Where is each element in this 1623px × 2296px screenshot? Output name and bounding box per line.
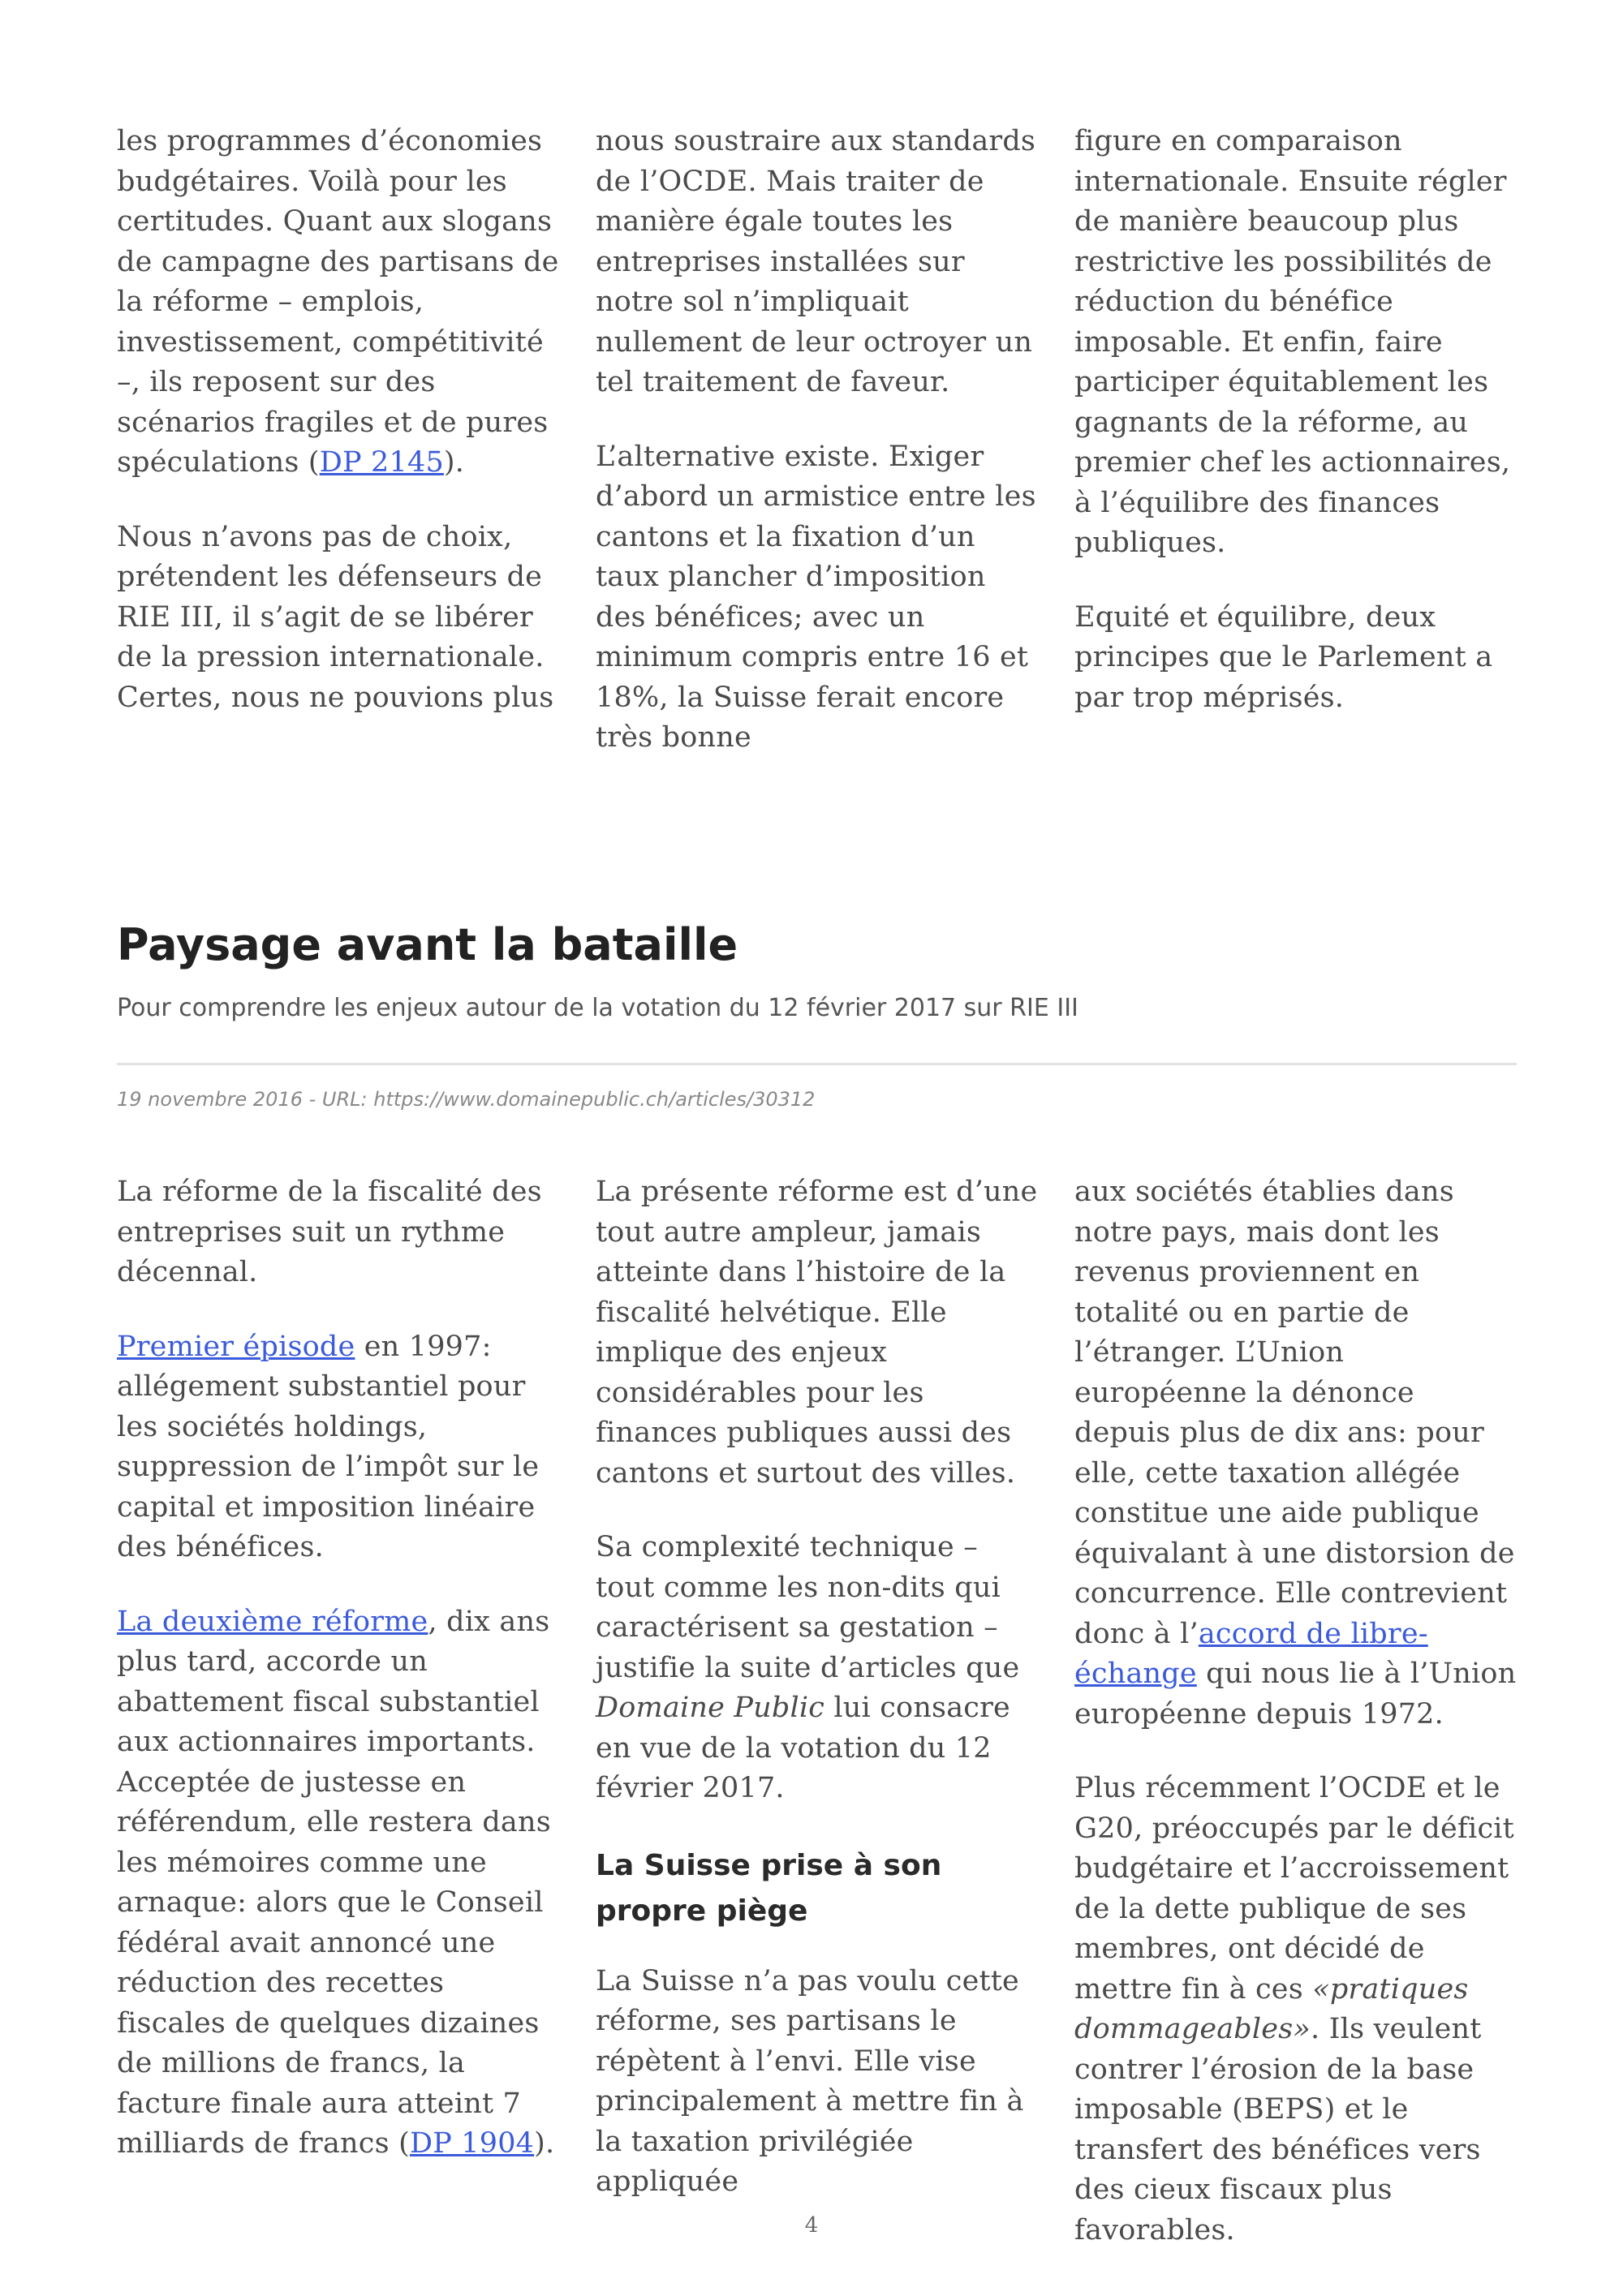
- column-1: [117, 1172, 559, 2251]
- paragraph: figure en comparaison internationale. Ensuite régler de manière beaucoup plus restrictive les possibilités de réduction du bénéfice imposable. Et enfin, faire participer équitablement les gagnants de la réforme, au premier chef les actionnaires, à l’équilibre des finances publiques.: [1074, 125, 1511, 559]
- paragraph: Plus récemment l’OCDE et le G20, préoccupés par le déficit budgétaire et l’accroissement de la dette publique de ses membres, ont décidé de mettre fin à ces «pratiques dommageables». Ils veulent contrer l’érosion de la base imposable (BEPS) et le transfert des bénéfices vers des cieux fiscaux plus favorables.: [1074, 1772, 1514, 2247]
- article-columns: [117, 1172, 1517, 2251]
- article-meta: 19 novembre 2016 - URL: https://www.domainepublic.ch/articles/30312: [117, 1088, 816, 1111]
- paragraph: Premier épisode en 1997: allégement substantiel pour les sociétés holdings, suppression de l’impôt sur le capital et imposition linéaire des bénéfices.: [117, 1330, 540, 1563]
- article-subtitle: Pour comprendre les enjeux autour de la votation du 12 février 2017 sur RIE III: [117, 994, 1078, 1022]
- paragraph: Equité et équilibre, deux principes que le Parlement a par trop méprisés.: [1074, 600, 1493, 714]
- link-deuxieme-reforme[interactable]: La deuxième réforme: [117, 1605, 428, 1638]
- paragraph: La présente réforme est d’une tout autre ampleur, jamais atteinte dans l’histoire de la fiscalité helvétique. Elle implique des enjeux considérables pour les finances publiques aussi des cantons et surtout des villes.: [596, 1176, 1038, 1490]
- paragraph: La Suisse n’a pas voulu cette réforme, ses partisans le répètent à l’envi. Elle vise principalement à mettre fin à la taxation privilégiée appliquée: [596, 1964, 1024, 2198]
- column-2: [596, 1172, 1038, 2251]
- paragraph: Nous n’avons pas de choix, prétendent les défenseurs de RIE III, il s’agit de se libérer de la pression internationale. Certes, nous ne pouvions plus: [117, 520, 554, 714]
- quote: «pratiques dommageables»: [1074, 1972, 1469, 2045]
- previous-article-columns: [117, 122, 1517, 759]
- column-3: [1074, 122, 1517, 759]
- article-title: Paysage avant la bataille: [117, 919, 738, 970]
- link-dp-2145[interactable]: DP 2145: [319, 446, 444, 479]
- publication-name: Domaine Public: [596, 1692, 825, 1724]
- paragraph: Sa complexité technique – tout comme les non-dits qui caractérisent sa gestation – justifie la suite d’articles que Domaine Public lui consacre en vue de la votation du 12 février 2017.: [596, 1531, 1020, 1804]
- column-1: [117, 122, 559, 759]
- paragraph: nous soustraire aux standards de l’OCDE. Mais traiter de manière égale toutes les entreprises installées sur notre sol n’impliquait nullement de leur octroyer un tel traitement de faveur.: [596, 125, 1036, 398]
- paragraph: L’alternative existe. Exiger d’abord un armistice entre les cantons et la fixation d’un taux plancher d’imposition des bénéfices; avec un minimum compris entre 16 et 18%, la Suisse ferait encore très bonne: [596, 440, 1036, 754]
- paragraph: La réforme de la fiscalité des entreprises suit un rythme décennal.: [117, 1176, 542, 1288]
- section-heading: La Suisse prise à son propre piège: [596, 1848, 942, 1928]
- header-divider: [117, 1063, 1517, 1065]
- column-2: [596, 122, 1038, 759]
- column-3: [1074, 1172, 1517, 2251]
- page-number: 4: [804, 2213, 819, 2238]
- link-accord-libre-echange[interactable]: accord de libre-échange: [1074, 1617, 1428, 1690]
- paragraph: les programmes d’économies budgétaires. Voilà pour les certitudes. Quant aux slogans de campagne des partisans de la réforme – emplois, investissement, compétitivité –, ils reposent sur des scénarios fragiles et de pures spéculations (DP 2145).: [117, 125, 559, 479]
- paragraph: La deuxième réforme, dix ans plus tard, accorde un abattement fiscal substantiel aux actionnaires importants. Acceptée de justesse en référendum, elle restera dans les mémoires comme une arnaque: alors que le Conseil fédéral avait annoncé une réduction des recettes fiscales de quelques dizaines de millions de francs, la facture finale aura atteint 7 milliards de francs (DP 1904).: [117, 1605, 555, 2160]
- link-dp-1904[interactable]: DP 1904: [409, 2127, 535, 2160]
- link-premier-episode[interactable]: Premier épisode: [117, 1330, 355, 1363]
- paragraph: aux sociétés établies dans notre pays, mais dont les revenus proviennent en totalité ou en partie de l’étranger. L’Union européenne la dénonce depuis plus de dix ans: pour elle, cette taxation allégée constitue une aide publique équivalant à une distorsion de concurrence. Elle contrevient donc à l’accord de libre-échange qui nous lie à l’Union européenne depuis 1972.: [1074, 1176, 1517, 1731]
